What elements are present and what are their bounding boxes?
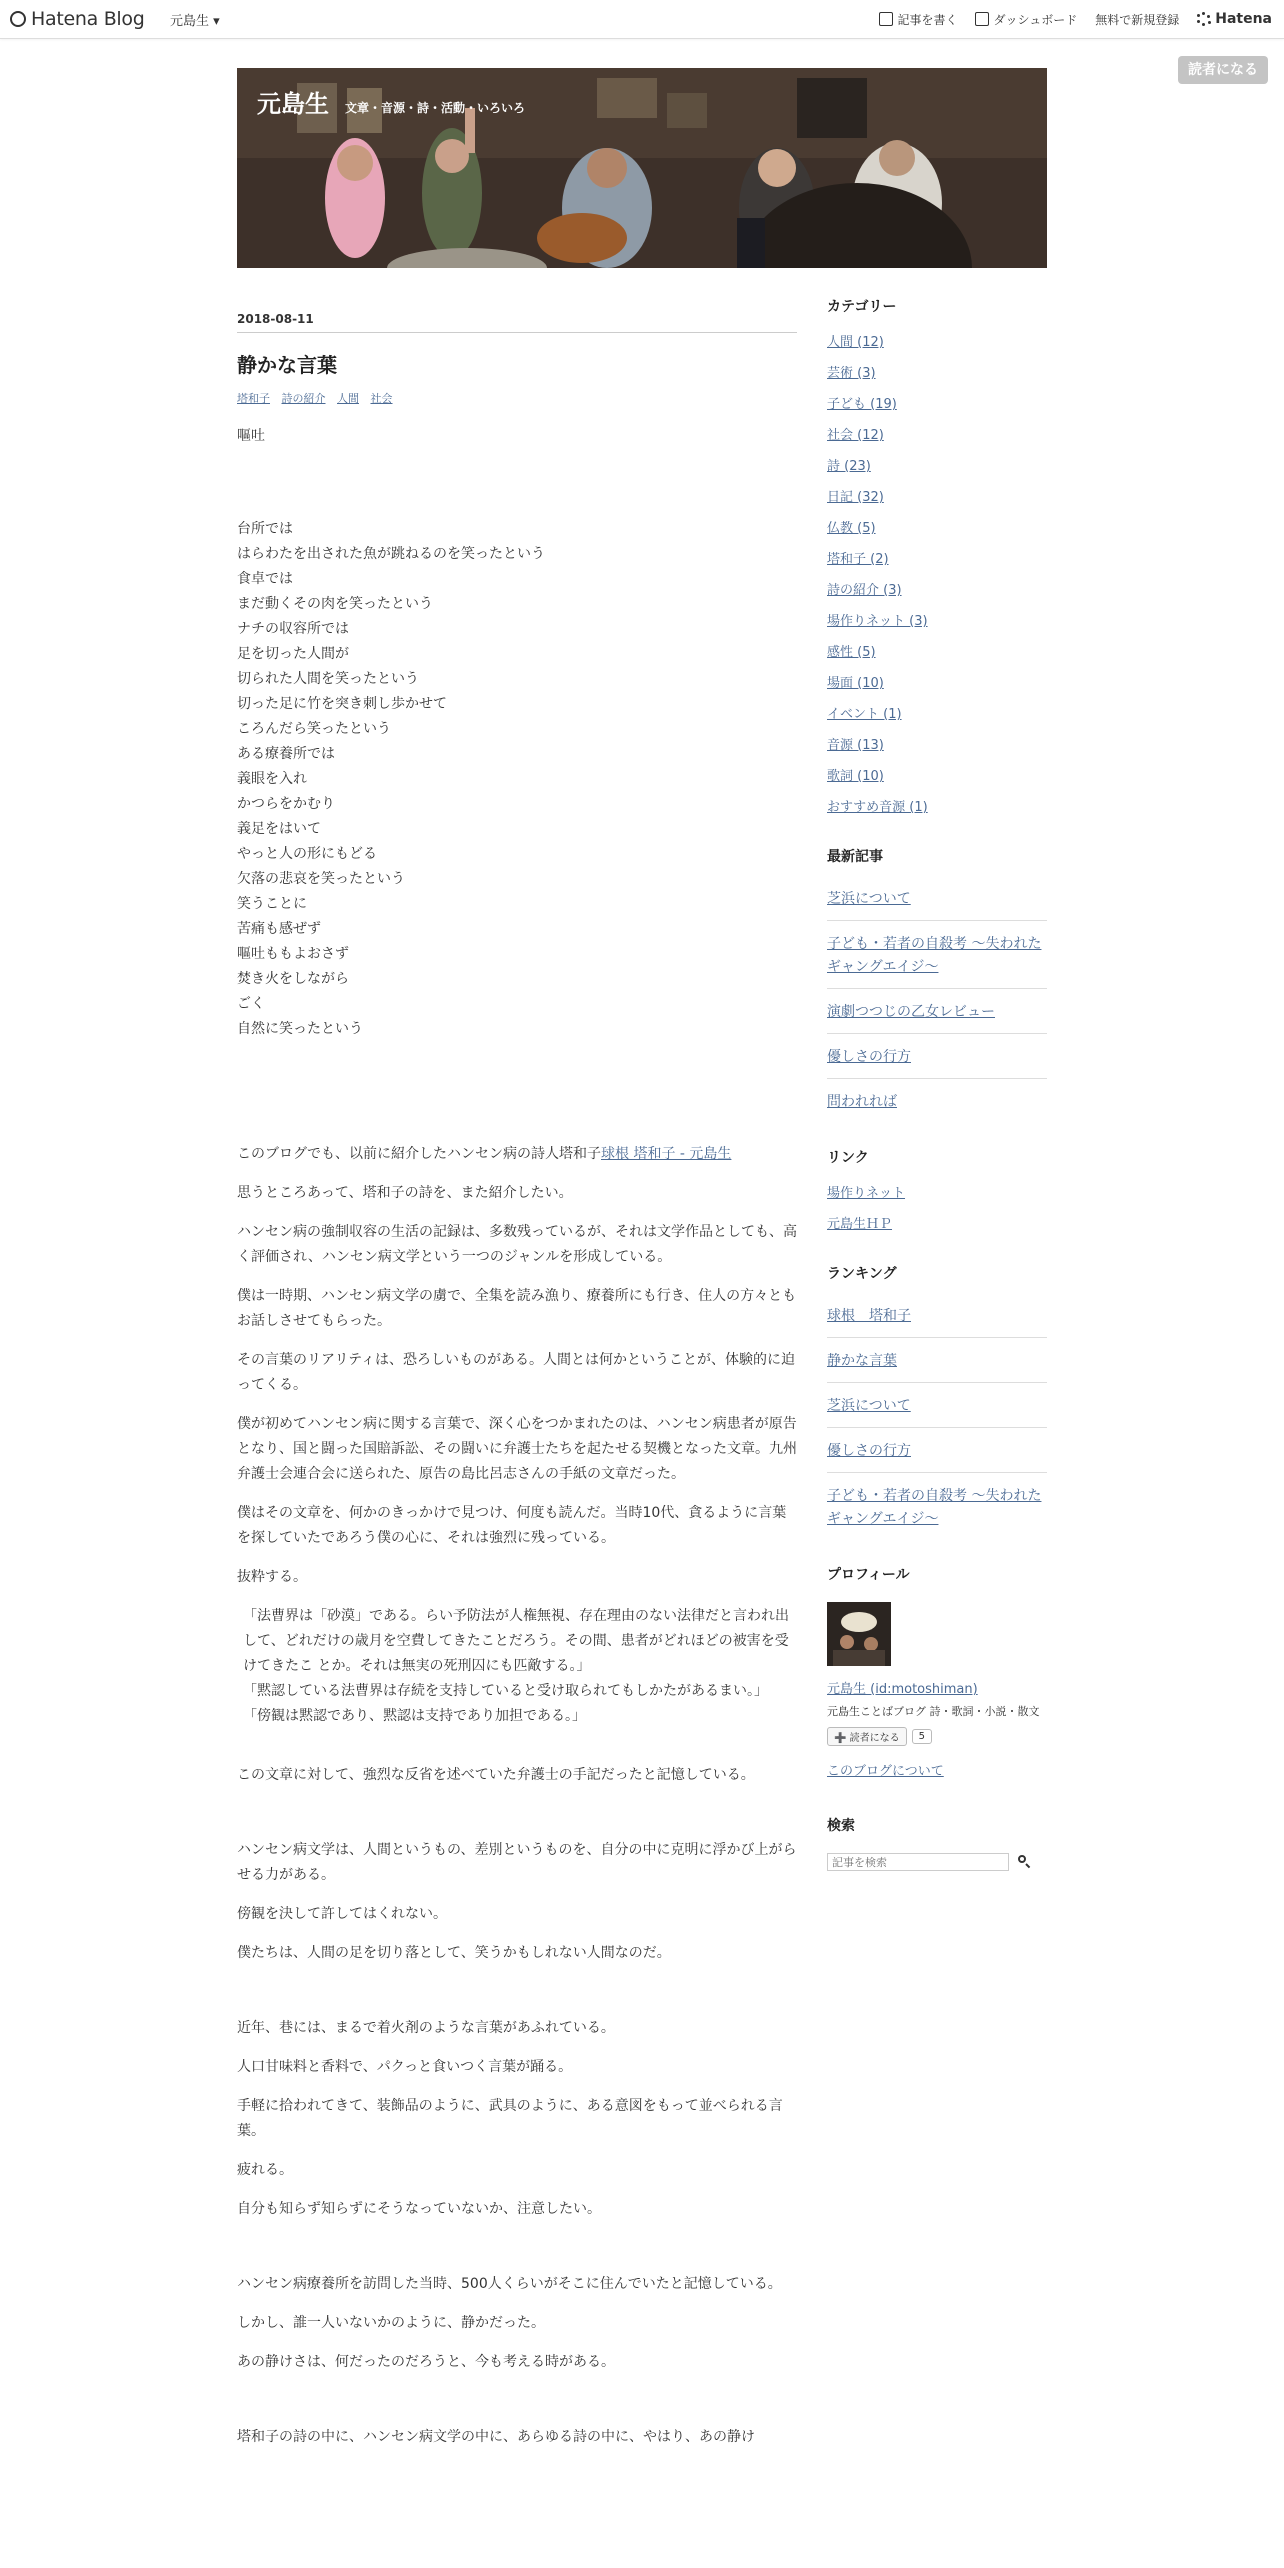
poem-line: 欠落の悲哀を笑ったという [237, 871, 405, 887]
profile-name [827, 1678, 1047, 1697]
signup-label: 無料で新規登録 [1095, 12, 1180, 27]
ranking-module [827, 1263, 1047, 1540]
category-module [827, 296, 1047, 816]
category-item [827, 365, 1047, 382]
category-item [827, 489, 1047, 506]
related-entry-link[interactable]: 球根 塔和子 - 元島生 [601, 1146, 732, 1162]
external-link[interactable]: 元島生ＨＰ [827, 1217, 893, 1232]
paragraph: 僕はその文章を、何かのきっかけで見つけ、何度も読んだ。当時10代、貪るように言葉を探していたであろう僕の心に、それは強烈に残っている。 [237, 1505, 787, 1546]
category-item [827, 675, 1047, 692]
category-link[interactable]: 感性 (5) [827, 645, 876, 660]
category-link[interactable]: 社会 (12) [827, 428, 884, 443]
poem-line: かつらをかむり [237, 796, 335, 812]
entry-title[interactable]: 静かな言葉 [237, 353, 337, 377]
profile-description: 元島生ことばブログ 詩・歌詞・小説・散文 [827, 1705, 1040, 1718]
link-item [827, 1216, 1047, 1233]
category-link[interactable]: 歌詞 (10) [827, 769, 884, 784]
category-link[interactable]: 詩 (23) [827, 459, 871, 474]
recent-entry-item [827, 1042, 1047, 1079]
search-title: 検索 [827, 1818, 855, 1834]
category-item [827, 334, 1047, 351]
category-link[interactable]: 仏教 (5) [827, 521, 876, 536]
poem-line: 義足をはいて [237, 821, 321, 837]
category-item [827, 737, 1047, 754]
paragraph: 僕は一時期、ハンセン病文学の虜で、全集を読み漁り、療養所にも行き、住人の方々ともお話しさせてもらった。 [237, 1288, 797, 1329]
ranking-link[interactable]: 優しさの行方 [827, 1443, 911, 1459]
ranking-link[interactable]: 球根 塔和子 [827, 1308, 911, 1324]
poem-line: 食卓では [237, 571, 293, 587]
ranking-title: ランキング [827, 1266, 897, 1282]
dashboard-label: ダッシュボード [993, 12, 1078, 27]
poem-line: ある療養所では [237, 746, 335, 762]
blog-intro-paragraph [237, 1142, 797, 1167]
entry-category-link[interactable]: 人間 [337, 392, 359, 405]
category-item [827, 427, 1047, 444]
recent-entry-link[interactable]: 芝浜について [827, 891, 911, 907]
category-link[interactable]: 場作りネット (3) [827, 614, 928, 629]
blog-description: 文章・音源・詩・活動・いろいろ [345, 101, 526, 115]
links-module [827, 1147, 1047, 1233]
ranking-list [827, 1301, 1047, 1540]
hatena-blog-logo-icon [10, 11, 26, 27]
profile-subscribe-button[interactable]: ➕ 読者になる [827, 1727, 907, 1746]
recent-entry-item [827, 884, 1047, 921]
ranking-item [827, 1346, 1047, 1383]
category-link[interactable]: イベント (1) [827, 707, 902, 722]
blog-menu-dropdown[interactable]: 元島生 ▾ [170, 14, 220, 29]
search-input[interactable] [827, 1853, 1009, 1871]
recent-entry-item [827, 1087, 1047, 1123]
recent-entry-link[interactable]: 子ども・若者の自殺考 ～失われたギャングエイジ～ [827, 936, 1042, 975]
recent-entry-item [827, 929, 1047, 989]
poem-line: やっと人の形にもどる [237, 846, 377, 862]
pencil-icon [879, 12, 893, 26]
profile-title: プロフィール [827, 1567, 910, 1583]
paragraph: 自分も知らず知らずにそうなっていないか、注意したい。 [237, 2201, 601, 2217]
paragraph: 僕たちは、人間の足を切り落として、笑うかもしれない人間なのだ。 [237, 1945, 671, 1961]
recent-entry-item [827, 997, 1047, 1034]
hatena-blog-logo[interactable] [10, 6, 145, 32]
entry-category-link[interactable]: 塔和子 [237, 392, 270, 405]
paragraph: この文章に対して、強烈な反省を述べていた弁護士の手記だったと記憶している。 [237, 1767, 755, 1783]
category-link[interactable]: 人間 (12) [827, 335, 884, 350]
quote-line: 「法曹界は「砂漠」である。らい予防法が人権無視、存在理由のない法律だと言われ出して、どれだけの歳月を空費してきたことだろう。その間、患者がどれほどの被害を受けてきたこ とか。それは無実の死刑囚にも匹敵する。」 [243, 1608, 789, 1674]
write-entry-link[interactable] [879, 11, 957, 28]
recent-entries-list [827, 884, 1047, 1123]
category-link[interactable]: 場面 (10) [827, 676, 884, 691]
category-link[interactable]: 塔和子 (2) [827, 552, 889, 567]
blog-header-image [237, 68, 1047, 268]
quote-line: 「傍観は黙認であり、黙認は支持であり加担である。」 [243, 1708, 586, 1724]
global-header-actions [861, 8, 1272, 30]
link-item [827, 1185, 1047, 1202]
subscribe-button[interactable]: 読者になる [1178, 56, 1268, 84]
paragraph: 傍観を決して許してはくれない。 [237, 1906, 447, 1922]
poem-line: 義眼を入れ [237, 771, 307, 787]
ranking-link[interactable]: 子ども・若者の自殺考 ～失われたギャングエイジ～ [827, 1488, 1042, 1527]
paragraph: ハンセン病療養所を訪問した当時、500人くらいがそこに住んでいたと記憶している。 [237, 2276, 782, 2292]
poem-line: 焚き火をしながら [237, 971, 349, 987]
paragraph: その言葉のリアリティは、恐ろしいものがある。人間とは何かということが、体験的に迫ってくる。 [237, 1352, 796, 1393]
paragraph: 塔和子の詩の中に、ハンセン病文学の中に、あらゆる詩の中に、やはり、あの静け [237, 2429, 755, 2445]
about-blog [827, 1760, 1047, 1779]
poem-line: はらわたを出された魚が跳ねるのを笑ったという [237, 546, 545, 562]
paragraph: 僕が初めてハンセン病に関する言葉で、深く心をつかまれたのは、ハンセン病患者が原告となり、国と闘った国賠訴訟、その闘いに弁護士たちを起たせる契機となった文章。九州弁護士会連合会に送られた、原告の島比呂志さんの手紙の文章だった。 [237, 1416, 797, 1482]
category-item [827, 613, 1047, 630]
entry-date[interactable]: 2018-08-11 [237, 312, 797, 333]
paragraph: ハンセン病文学は、人間というもの、差別というものを、自分の中に克明に浮かび上がらせる力がある。 [237, 1842, 797, 1883]
entry-intro: 嘔吐 [237, 428, 265, 444]
hatena-menu[interactable] [1197, 11, 1272, 27]
poem-line: 足を切った人間が [237, 646, 349, 662]
paragraph: あの静けさは、何だったのだろうと、今も考える時がある。 [237, 2354, 615, 2370]
subscriber-count[interactable]: 5 [912, 1729, 932, 1744]
category-item [827, 582, 1047, 599]
profile-module [827, 1564, 1047, 1779]
poem-line: ナチの収容所では [237, 621, 349, 637]
search-module [827, 1815, 1047, 1871]
external-link[interactable]: 場作りネット [827, 1186, 906, 1201]
ranking-link[interactable]: 静かな言葉 [827, 1353, 897, 1369]
paragraph: 近年、巷には、まるで着火剤のような言葉があふれている。 [237, 2020, 615, 2036]
poem-line: 嘔吐ももよおさず [237, 946, 349, 962]
avatar[interactable] [827, 1602, 891, 1666]
dashboard-link[interactable] [975, 11, 1077, 28]
blog-intro-text: このブログでも、以前に紹介したハンセン病の詩人塔和子 [237, 1146, 601, 1162]
write-entry-label: 記事を書く [897, 12, 958, 27]
recent-entries-title: 最新記事 [827, 849, 883, 865]
ranking-item [827, 1481, 1047, 1540]
category-title: カテゴリー [827, 299, 897, 315]
paragraph: 疲れる。 [237, 2162, 293, 2178]
category-item [827, 799, 1047, 816]
category-item [827, 644, 1047, 661]
paragraph: 抜粋する。 [237, 1569, 307, 1585]
recent-entry-link[interactable]: 優しさの行方 [827, 1049, 911, 1065]
poem-line: 切られた人間を笑ったという [237, 671, 419, 687]
category-link[interactable]: 詩の紹介 (3) [827, 583, 902, 598]
poem-line: ころんだら笑ったという [237, 721, 391, 737]
category-list [827, 334, 1047, 816]
recent-entry-link[interactable]: 問われれば [827, 1094, 897, 1110]
category-item [827, 551, 1047, 568]
category-item [827, 520, 1047, 537]
blog-title[interactable]: 元島生 [257, 90, 329, 118]
hatena-brand-label: Hatena [1215, 11, 1272, 27]
sidebar [827, 296, 1047, 1871]
blog-title-block [257, 84, 525, 119]
entry-categories [237, 390, 797, 406]
profile-name-link[interactable]: 元島生 (id:motoshiman) [827, 1682, 978, 1697]
poem-line: 切った足に竹を突き刺し歩かせて [237, 696, 447, 712]
paragraph: 思うところあって、塔和子の詩を、また紹介したい。 [237, 1185, 573, 1201]
global-header [0, 0, 1284, 39]
category-link[interactable]: 芸術 (3) [827, 366, 876, 381]
quote-line: 「黙認している法曹界は存続を支持していると受け取られてもしかたがあるまい。」 [243, 1683, 768, 1699]
hatena-dots-icon [1197, 12, 1211, 26]
category-link[interactable]: おすすめ音源 (1) [827, 800, 928, 815]
category-link[interactable]: 子ども (19) [827, 397, 897, 412]
poem-line: まだ動くその肉を笑ったという [237, 596, 433, 612]
dashboard-icon [975, 12, 989, 26]
paragraph: ハンセン病の強制収容の生活の記録は、多数残っているが、それは文学作品としても、高く評価され、ハンセン病文学という一つのジャンルを形成している。 [237, 1224, 797, 1265]
signup-link[interactable] [1095, 11, 1179, 28]
ranking-item [827, 1391, 1047, 1428]
about-blog-link[interactable]: このブログについて [827, 1764, 944, 1779]
ranking-link[interactable]: 芝浜について [827, 1398, 911, 1414]
avatar-photo [827, 1602, 891, 1666]
links-list [827, 1185, 1047, 1233]
poem [237, 517, 797, 1042]
ranking-item [827, 1436, 1047, 1473]
poem-line: 自然に笑ったという [237, 1021, 363, 1037]
poem-line: 笑うことに [237, 896, 307, 912]
search-form [827, 1853, 1047, 1871]
category-item [827, 458, 1047, 475]
category-item [827, 396, 1047, 413]
category-item [827, 768, 1047, 785]
poem-line: ごく [237, 996, 265, 1012]
entry-category-link[interactable]: 詩の紹介 [281, 392, 326, 405]
profile-subscribe-row [827, 1727, 1047, 1746]
main-content [237, 312, 797, 2464]
recent-entry-link[interactable]: 演劇つつじの乙女レビュー [827, 1004, 995, 1020]
paragraph: 手軽に拾われてきて、装飾品のように、武具のように、ある意図をもって並べられる言葉。 [237, 2098, 783, 2139]
category-link[interactable]: 日記 (32) [827, 490, 884, 505]
search-icon[interactable] [1017, 1854, 1033, 1870]
poem-line: 苦痛も感ぜず [237, 921, 321, 937]
ranking-item [827, 1301, 1047, 1338]
quote-block [237, 1604, 797, 1729]
category-item [827, 706, 1047, 723]
recent-entries-module [827, 846, 1047, 1123]
poem-line: 台所では [237, 521, 293, 537]
paragraph: 人口甘味料と香料で、パクっと食いつく言葉が踊る。 [237, 2059, 573, 2075]
category-link[interactable]: 音源 (13) [827, 738, 884, 753]
entry-category-link[interactable]: 社会 [370, 392, 393, 405]
hatena-blog-logo-text: Hatena Blog [31, 8, 145, 30]
links-title: リンク [827, 1150, 869, 1166]
paragraph: しかし、誰一人いないかのように、静かだった。 [237, 2315, 545, 2331]
